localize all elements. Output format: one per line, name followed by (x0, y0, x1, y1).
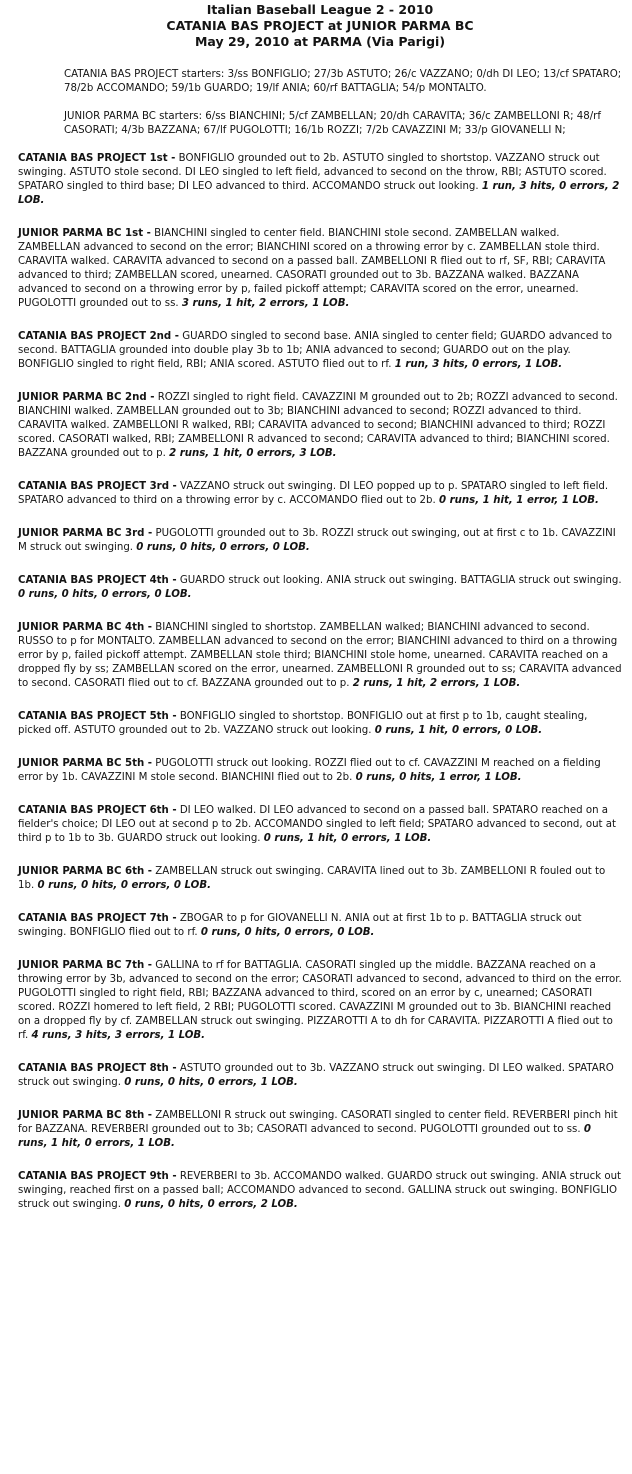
inning-team-label: JUNIOR PARMA BC 1st - (18, 228, 151, 239)
inning-team-label: CATANIA BAS PROJECT 8th - (18, 1063, 177, 1074)
inning-paragraph (18, 912, 622, 940)
inning-team-label: JUNIOR PARMA BC 2nd - (18, 392, 155, 403)
inning-play-text: GUARDO struck out looking. ANIA struck out swinging. BATTAGLIA struck out swinging. (176, 575, 622, 586)
inning-team-label: JUNIOR PARMA BC 4th - (18, 622, 153, 633)
inning-summary: 0 runs, 1 hit, 0 errors, 1 LOB. (263, 833, 432, 844)
inning-play-text: GUARDO singled to second base. ANIA singled to center field; GUARDO advanced to second. BATTAGLIA grounded into double play 3b to 1b; ANIA advanced to second; GUARDO out on the play. BONFIGLIO singled to right field, RBI; ANIA scored. ASTUTO flied out to rf. (18, 331, 612, 370)
inning-play-text: BONFIGLIO grounded out to 2b. ASTUTO singled to shortstop. VAZZANO struck out swinging. ASTUTO stole second. DI LEO singled to left field, advanced to second on the throw, RBI; ASTUTO scored. SPATARO singled to third base; DI LEO advanced to third. ACCOMANDO struck out looking. (18, 153, 607, 192)
inning-team-label: CATANIA BAS PROJECT 2nd - (18, 331, 179, 342)
inning-play-text: DI LEO walked. DI LEO advanced to second on a passed ball. SPATARO reached on a fielder's choice; DI LEO out at second p to 2b. ACCOMANDO singled to left field; SPATARO advanced to second, out at third p to 1b to 3b. GUARDO struck out looking. (18, 805, 617, 844)
inning-play-text: ASTUTO grounded out to 3b. VAZZANO struck out swinging. DI LEO walked. SPATARO struck out swinging. (18, 1063, 614, 1088)
inning-team-label: CATANIA BAS PROJECT 7th - (18, 913, 177, 924)
inning-paragraph (18, 391, 622, 461)
play-by-play (18, 152, 622, 1212)
inning-summary: 1 run, 3 hits, 0 errors, 1 LOB. (394, 359, 563, 370)
inning-play-text: ROZZI singled to right field. CAVAZZINI M grounded out to 2b; ROZZI advanced to second. BIANCHINI walked. ZAMBELLAN grounded out to 3b; BIANCHINI advanced to second; ROZZI advanced to third. CARAVITA walked. ZAMBELLONI R walked, RBI; CARAVITA advanced to second; BIANCHINI advanced to third; ROZZI scored. CASORATI walked, RBI; ZAMBELLONI R advanced to second; CARAVITA advanced to third; BIANCHINI scored. BAZZANA grounded out to p. (18, 392, 618, 459)
inning-play-text: REVERBERI to 3b. ACCOMANDO walked. GUARDO struck out swinging. ANIA struck out swinging, reached first on a passed ball; ACCOMANDO advanced to second. GALLINA struck out swinging. BONFIGLIO struck out swinging. (18, 1171, 622, 1210)
inning-summary: 3 runs, 1 hit, 2 errors, 1 LOB. (181, 298, 350, 309)
inning-paragraph (18, 574, 622, 602)
inning-play-text: GALLINA to rf for BATTAGLIA. CASORATI singled up the middle. BAZZANA reached on a throwing error by 3b, advanced to second on the error; CASORATI advanced to second, advanced to third on the error. PUGOLOTTI singled to right field, RBI; BAZZANA advanced to third, scored on an error by c, unearned; CASORATI scored. ROZZI homered to left field, 2 RBI; PUGOLOTTI scored. CAVAZZINI M grounded out to 3b. BIANCHINI reached on a dropped fly by cf. ZAMBELLAN struck out swinging. PIZZAROTTI A to dh for CARAVITA. PIZZAROTTI A flied out to rf. (18, 960, 622, 1041)
inning-paragraph (18, 480, 622, 508)
inning-play-text: PUGOLOTTI struck out looking. ROZZI flied out to cf. CAVAZZINI M reached on a fielding error by 1b. CAVAZZINI M stole second. BIANCHINI flied out to 2b. (18, 758, 601, 783)
inning-paragraph (18, 804, 622, 846)
inning-paragraph (18, 1170, 622, 1212)
inning-play-text: ZBOGAR to p for GIOVANELLI N. ANIA out at first 1b to p. BATTAGLIA struck out swinging. BONFIGLIO flied out to rf. (18, 913, 582, 938)
inning-team-label: CATANIA BAS PROJECT 3rd - (18, 481, 177, 492)
inning-play-text: PUGOLOTTI grounded out to 3b. ROZZI struck out swinging, out at first c to 1b. CAVAZZINI M struck out swinging. (18, 528, 616, 553)
inning-play-text: BIANCHINI singled to shortstop. ZAMBELLAN walked; BIANCHINI advanced to second. RUSSO to p for MONTALTO. ZAMBELLAN advanced to second on the error; BIANCHINI advanced to third on a throwing error by p, failed pickoff attempt. ZAMBELLAN stole third; BIANCHINI stole home, unearned. CARAVITA reached on a dropped fly by ss; ZAMBELLAN scored on the error, unearned. ZAMBELLONI R grounded out to ss; CARAVITA advanced to second. CASORATI flied out to cf. BAZZANA grounded out to p. (18, 622, 622, 689)
inning-team-label: CATANIA BAS PROJECT 1st - (18, 153, 176, 164)
inning-play-text: ZAMBELLAN struck out swinging. CARAVITA lined out to 3b. ZAMBELLONI R fouled out to 1b. (18, 866, 606, 891)
inning-summary: 0 runs, 0 hits, 0 errors, 0 LOB. (136, 542, 310, 553)
inning-team-label: JUNIOR PARMA BC 5th - (18, 758, 153, 769)
inning-team-label: JUNIOR PARMA BC 3rd - (18, 528, 153, 539)
inning-paragraph (18, 621, 622, 691)
inning-team-label: CATANIA BAS PROJECT 9th - (18, 1171, 177, 1182)
inning-play-text: ZAMBELLONI R struck out swinging. CASORATI singled to center field. REVERBERI pinch hit for BAZZANA. REVERBERI grounded out to 3b; CASORATI advanced to second. PUGOLOTTI grounded out to ss. (18, 1110, 618, 1135)
inning-paragraph (18, 959, 622, 1043)
matchup-title: CATANIA BAS PROJECT at JUNIOR PARMA BC (166, 18, 474, 33)
inning-paragraph (18, 1062, 622, 1090)
inning-summary: 1 run, 3 hits, 0 errors, 2 LOB. (18, 181, 620, 206)
inning-summary: 0 runs, 0 hits, 0 errors, 0 LOB. (200, 927, 375, 938)
inning-summary: 0 runs, 1 hit, 1 error, 1 LOB. (439, 495, 599, 506)
inning-play-text: BONFIGLIO singled to shortstop. BONFIGLIO out at first p to 1b, caught stealing, picked off. ASTUTO grounded out to 2b. VAZZANO struck out looking. (18, 711, 588, 736)
inning-summary: 2 runs, 1 hit, 2 errors, 1 LOB. (352, 678, 521, 689)
inning-play-text: VAZZANO struck out swinging. DI LEO popped up to p. SPATARO singled to left field. SPATARO advanced to third on a throwing error by c. ACCOMANDO flied out to 2b. (18, 481, 609, 506)
inning-paragraph (18, 1109, 622, 1151)
inning-paragraph (18, 527, 622, 555)
inning-paragraph (18, 757, 622, 785)
inning-paragraph (18, 865, 622, 893)
inning-team-label: CATANIA BAS PROJECT 6th - (18, 805, 177, 816)
starters-section (64, 68, 622, 138)
inning-summary: 0 runs, 1 hit, 0 errors, 1 LOB. (18, 1124, 591, 1149)
inning-team-label: JUNIOR PARMA BC 7th - (18, 960, 153, 971)
game-header (18, 0, 622, 50)
inning-summary: 2 runs, 1 hit, 0 errors, 3 LOB. (169, 448, 337, 459)
inning-summary: 0 runs, 0 hits, 0 errors, 1 LOB. (124, 1077, 298, 1088)
inning-summary: 0 runs, 0 hits, 0 errors, 0 LOB. (18, 589, 192, 600)
inning-paragraph (18, 710, 622, 738)
game-date-location: May 29, 2010 at PARMA (Via Parigi) (194, 34, 446, 49)
inning-summary: 0 runs, 0 hits, 1 error, 1 LOB. (355, 772, 522, 783)
inning-team-label: CATANIA BAS PROJECT 5th - (18, 711, 177, 722)
inning-summary: 0 runs, 0 hits, 0 errors, 2 LOB. (124, 1199, 298, 1210)
league-title: Italian Baseball League 2 - 2010 (206, 2, 434, 17)
inning-paragraph (18, 152, 622, 208)
inning-summary: 4 runs, 3 hits, 3 errors, 1 LOB. (31, 1030, 206, 1041)
inning-team-label: CATANIA BAS PROJECT 4th - (18, 575, 177, 586)
inning-play-text: BIANCHINI singled to center field. BIANCHINI stole second. ZAMBELLAN walked. ZAMBELLAN advanced to second on the error; BIANCHINI scored on a throwing error by c. ZAMBELLAN stole third. CARAVITA walked. CARAVITA advanced to second on a passed ball. ZAMBELLONI R flied out to rf, SF, RBI; CARAVITA advanced to third; ZAMBELLAN scored, unearned. CASORATI grounded out to 3b. BAZZANA walked. BAZZANA advanced to second on a throwing error by p, failed pickoff attempt; CARAVITA scored on the error, unearned. PUGOLOTTI grounded out to ss. (18, 228, 606, 309)
inning-team-label: JUNIOR PARMA BC 6th - (18, 866, 153, 877)
inning-team-label: JUNIOR PARMA BC 8th - (18, 1110, 153, 1121)
inning-summary: 0 runs, 1 hit, 0 errors, 0 LOB. (374, 725, 543, 736)
inning-paragraph (18, 227, 622, 311)
inning-summary: 0 runs, 0 hits, 0 errors, 0 LOB. (37, 880, 211, 891)
away-starters: CATANIA BAS PROJECT starters: 3/ss BONFIGLIO; 27/3b ASTUTO; 26/c VAZZANO; 0/dh DI LEO; 13/cf SPATARO; 78/2b ACCOMANDO; 59/1b GUARDO; 19/lf ANIA; 60/rf BATTAGLIA; 54/p MONTALTO. (64, 69, 622, 94)
inning-paragraph (18, 330, 622, 372)
home-starters: JUNIOR PARMA BC starters: 6/ss BIANCHINI; 5/cf ZAMBELLAN; 20/dh CARAVITA; 36/c ZAMBELLONI R; 48/rf CASORATI; 4/3b BAZZANA; 67/lf PUGOLOTTI; 16/1b ROZZI; 7/2b CAVAZZINI M; 33/p GIOVANELLI N; (64, 111, 601, 136)
